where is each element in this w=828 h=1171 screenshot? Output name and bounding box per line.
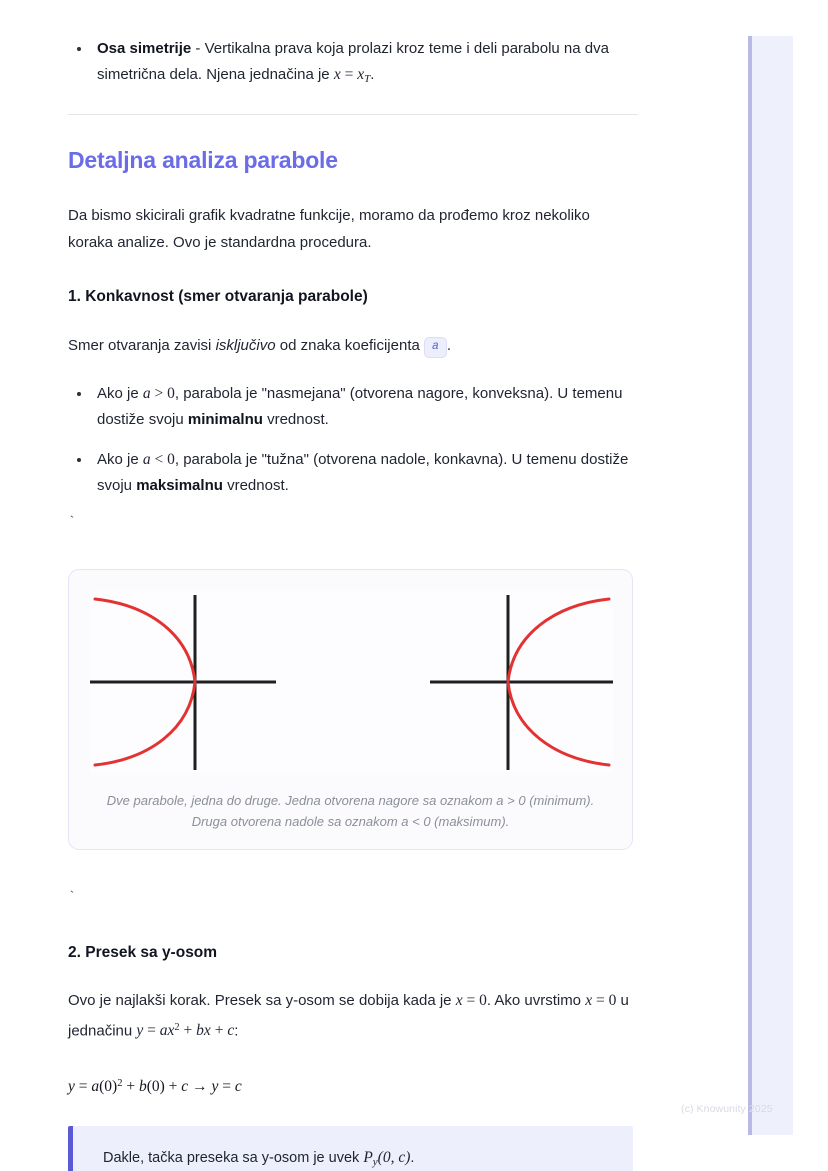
parabola-plot-svg <box>90 591 613 773</box>
para-part-2: . Ako uvrstimo <box>486 991 586 1009</box>
lead-before: Smer otvaranja zavisi <box>68 336 216 354</box>
section-divider <box>68 114 638 115</box>
step-1-bullet-list <box>68 381 638 499</box>
math-x-eq-0-b: x = 0 <box>585 991 617 1009</box>
step-1-lead <box>68 332 638 359</box>
para-part-1: Ovo je najlakši korak. Presek sa y-osom se dobija kada je <box>68 991 456 1009</box>
stray-backtick: ` <box>68 513 76 529</box>
bullet-middle: , parabola je "nasmejana" (otvorena nagore, konveksna). U temenu dostiže svoju <box>97 384 623 428</box>
bullet-dash: - <box>191 40 205 57</box>
figure-caption <box>94 790 607 832</box>
bullet-suffix: vrednost. <box>222 476 289 494</box>
caption-line-2: (minimum). Druga otvorena nadole sa oznakom a < 0 (maksimum). <box>191 792 595 829</box>
figure-card <box>68 569 633 850</box>
bullet-term: Osa simetrije <box>97 40 192 57</box>
parabola-plot <box>90 591 613 773</box>
para-part-3: u jednačinu <box>68 991 629 1039</box>
list-item <box>68 381 638 433</box>
math-a-gt-0: a > 0 <box>142 384 175 402</box>
code-badge-a: a <box>424 337 447 358</box>
step-2-title: 2. Presek sa y-osom <box>68 943 218 961</box>
lead-after: od znaka koeficijenta <box>275 336 425 354</box>
math-general-form: $y = ax^2$ + bx + c <box>136 1021 235 1039</box>
callout-text-after: . <box>410 1150 415 1166</box>
right-axes <box>430 595 613 770</box>
bullet-suffix: vrednost. <box>262 410 329 428</box>
callout-box <box>68 1126 633 1171</box>
page-title: Detaljna analiza parabole <box>68 146 338 173</box>
bullet-prefix: Ako je <box>97 384 143 402</box>
callout-text-before: Dakle, tačka preseka sa y-osom je uvek <box>103 1150 364 1166</box>
left-axes <box>90 595 276 770</box>
step-1-title: 1. Konkavnost (smer otvaranja parabole) <box>68 287 368 305</box>
list-item <box>68 36 638 92</box>
math-axis-equation: $x = x_T$ <box>333 66 371 85</box>
bullet-text: Vertikalna prava koja prolazi kroz teme i deli parabolu na dva simetrična dela. Njena jednačina je <box>97 40 609 83</box>
display-equation: $y = a(0)^2 + b(0) + c \to y = c$ <box>68 1077 242 1095</box>
list-item <box>68 447 638 499</box>
bullet-period: . <box>370 66 375 83</box>
stray-backtick: ` <box>68 888 76 904</box>
bullet-prefix: Ako je <box>97 450 143 468</box>
math-x-eq-0: x = 0 <box>455 991 487 1009</box>
bullet-middle: , parabola je "tužna" (otvorena nadole, konkavna). U temenu dostiže svoju <box>97 450 629 494</box>
bullet-bold: maksimalnu <box>136 476 223 494</box>
watermark: (c) Knowunity 2025 <box>681 1103 773 1115</box>
math-py-point: $P_y(0$, c) <box>363 1149 411 1168</box>
right-accent-strip <box>748 36 793 1135</box>
top-bullet-list <box>68 36 638 92</box>
intro-paragraph: Da bismo skicirali grafik kvadratne funkcije, moramo da prođemo kroz nekoliko koraka analize. Ovo je standardna procedura. <box>68 206 590 251</box>
bullet-bold: minimalnu <box>187 410 263 428</box>
content-column <box>68 0 638 1171</box>
lead-italic: isključivo <box>215 336 276 354</box>
lead-end: . <box>446 336 452 354</box>
step-2-paragraph <box>68 987 638 1044</box>
para-part-4: : <box>234 1022 239 1039</box>
caption-line-1: Dve parabole, jedna do druge. Jedna otvorena nagore sa oznakom a > 0 <box>106 792 526 808</box>
math-a-lt-0: a < 0 <box>142 450 175 468</box>
